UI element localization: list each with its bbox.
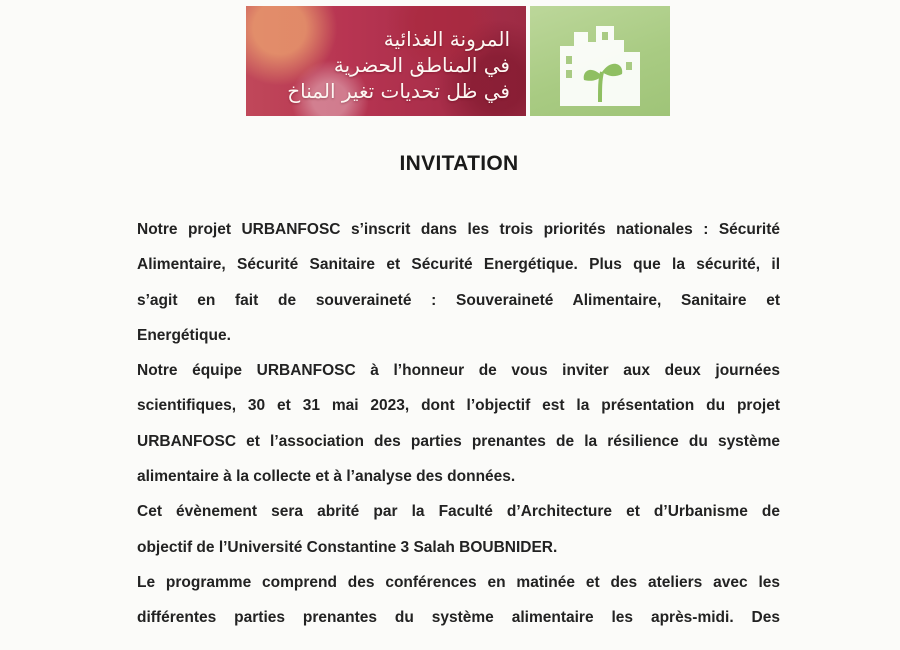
text-line: s’agit en fait de souveraineté : Souveraineté Alimentaire, Sanitaire et — [137, 291, 780, 309]
text-line: Le programme comprend des conférences en matinée et des ateliers avec les — [137, 573, 780, 591]
paragraph-3 — [137, 494, 780, 565]
paragraph-2 — [137, 353, 780, 494]
text-line: URBANFOSC et l’association des parties prenantes de la résilience du système — [137, 432, 780, 450]
text-line: alimentaire à la collecte et à l’analyse des données. — [137, 468, 516, 486]
city-leaf-logo-icon — [530, 6, 670, 116]
arabic-title-line-2: في المناطق الحضرية — [333, 53, 510, 77]
text-line: différentes parties prenantes du système alimentaire les après-midi. Des — [137, 609, 780, 627]
arabic-title-line-3: في ظل تحديات تغير المناخ — [287, 79, 510, 103]
arabic-title-line-1: المرونة الغذائية — [383, 27, 510, 51]
text-line: scientifiques, 30 et 31 mai 2023, dont l’objectif est la présentation du projet — [137, 397, 780, 415]
text-line: Energétique. — [137, 326, 231, 344]
arabic-title-banner — [246, 6, 526, 116]
text-line: objectif de l’Université Constantine 3 Salah BOUBNIDER. — [137, 538, 558, 556]
text-line: Alimentaire, Sécurité Sanitaire et Sécurité Energétique. Plus que la sécurité, il — [137, 256, 780, 274]
invitation-body — [137, 212, 780, 636]
text-line: Notre équipe URBANFOSC à l’honneur de vous inviter aux deux journées — [137, 362, 780, 380]
text-line: Notre projet URBANFOSC s’inscrit dans les trois priorités nationales : Sécurité — [137, 221, 780, 238]
text-line: Cet évènement sera abrité par la Faculté d’Architecture et d’Urbanisme de — [137, 503, 780, 521]
paragraph-4 — [137, 565, 780, 636]
paragraph-1 — [137, 212, 780, 353]
document-title: INVITATION — [399, 152, 519, 175]
